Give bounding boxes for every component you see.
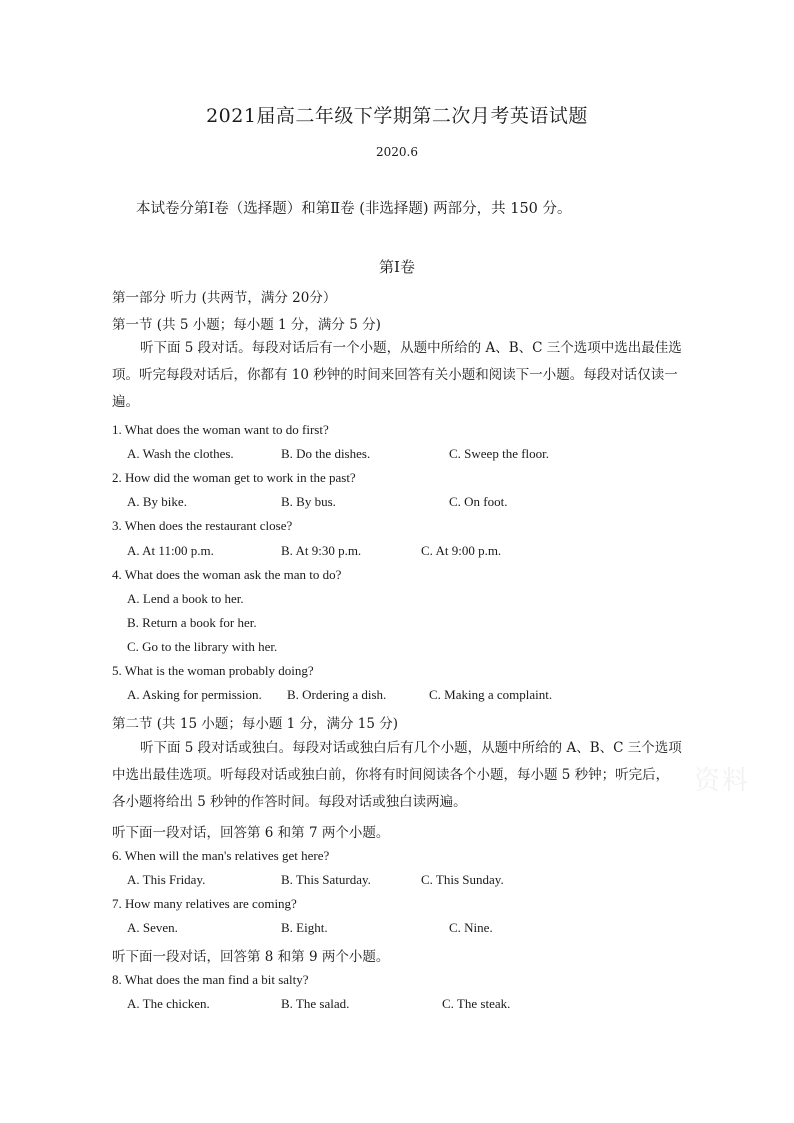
question-6-option-b: B. This Saturday. — [281, 872, 371, 887]
question-2-option-a: A. By bike. — [127, 494, 187, 509]
exam-title: 2021届高二年级下学期第二次月考英语试题 — [206, 105, 588, 127]
question-8-option-b: B. The salad. — [281, 996, 350, 1011]
question-3-option-b: B. At 9:30 p.m. — [281, 543, 362, 558]
section2-heading: 第二节 (共 15 小题；每小题 1 分，满分 15 分) — [112, 716, 399, 732]
question-1-option-b: B. Do the dishes. — [281, 446, 371, 461]
question-6-stem: 6. When will the man's relatives get here? — [112, 848, 330, 863]
question-4-option-c: C. Go to the library with her. — [127, 639, 278, 654]
question-8-option-a: A. The chicken. — [127, 996, 210, 1011]
section1-instruction: 听下面 5 段对话。每段对话后有一个小题，从题中所给的 A、B、C 三个选项中选出最佳选项。听完每段对话后，你都有 10 秒钟的时间来回答有关小题和阅读下一小题。每段对话仅读一遍。 — [112, 340, 682, 410]
question-2-option-b: B. By bus. — [281, 494, 336, 509]
question-4-stem: 4. What does the woman ask the man to do? — [112, 567, 342, 582]
volume-label: 第Ⅰ卷 — [379, 258, 415, 276]
watermark: 资料 — [694, 766, 751, 796]
question-8-stem: 8. What does the man find a bit salty? — [112, 972, 309, 987]
question-7-stem: 7. How many relatives are coming? — [112, 896, 297, 911]
question-4-option-a: A. Lend a book to her. — [127, 591, 244, 606]
question-3-option-c: C. At 9:00 p.m. — [421, 543, 502, 558]
question-6-option-c: C. This Sunday. — [421, 872, 504, 887]
question-2-option-c: C. On foot. — [449, 494, 508, 509]
question-6-option-a: A. This Friday. — [127, 872, 206, 887]
question-5-option-c: C. Making a complaint. — [429, 687, 553, 702]
dialog-intro-8-9: 听下面一段对话，回答第 8 和第 9 两个小题。 — [112, 949, 390, 965]
question-5-option-a: A. Asking for permission. — [127, 687, 262, 702]
exam-intro: 本试卷分第Ⅰ卷（选择题）和第Ⅱ卷 (非选择题) 两部分，共 150 分。 — [136, 201, 572, 217]
question-3-option-a: A. At 11:00 p.m. — [127, 543, 214, 558]
question-1-stem: 1. What does the woman want to do first? — [112, 422, 329, 437]
question-7-option-b: B. Eight. — [281, 920, 328, 935]
section1-heading: 第一节 (共 5 小题；每小题 1 分，满分 5 分) — [112, 317, 381, 333]
section2-instruction: 听下面 5 段对话或独白。每段对话或独白后有几个小题，从题中所给的 A、B、C 三个选项中选出最佳选项。听每段对话或独白前，你将有时间阅读各个小题，每小题 5 秒钟；听完后，各小题将给出 5 秒钟的作答时间。每段对话或独白读两遍。 — [112, 740, 682, 810]
question-7-option-c: C. Nine. — [449, 920, 493, 935]
question-5-option-b: B. Ordering a dish. — [287, 687, 387, 702]
question-1-option-c: C. Sweep the floor. — [449, 446, 550, 461]
dialog-intro-6-7: 听下面一段对话，回答第 6 和第 7 两个小题。 — [112, 825, 390, 841]
question-1-option-a: A. Wash the clothes. — [127, 446, 234, 461]
question-2-stem: 2. How did the woman get to work in the past? — [112, 470, 356, 485]
exam-date: 2020.6 — [376, 145, 418, 159]
question-8-option-c: C. The steak. — [442, 996, 511, 1011]
part1-heading: 第一部分 听力 (共两节，满分 20分） — [112, 290, 337, 306]
question-3-stem: 3. When does the restaurant close? — [112, 518, 293, 533]
question-5-stem: 5. What is the woman probably doing? — [112, 663, 314, 678]
question-4-option-b: B. Return a book for her. — [127, 615, 257, 630]
question-7-option-a: A. Seven. — [127, 920, 178, 935]
